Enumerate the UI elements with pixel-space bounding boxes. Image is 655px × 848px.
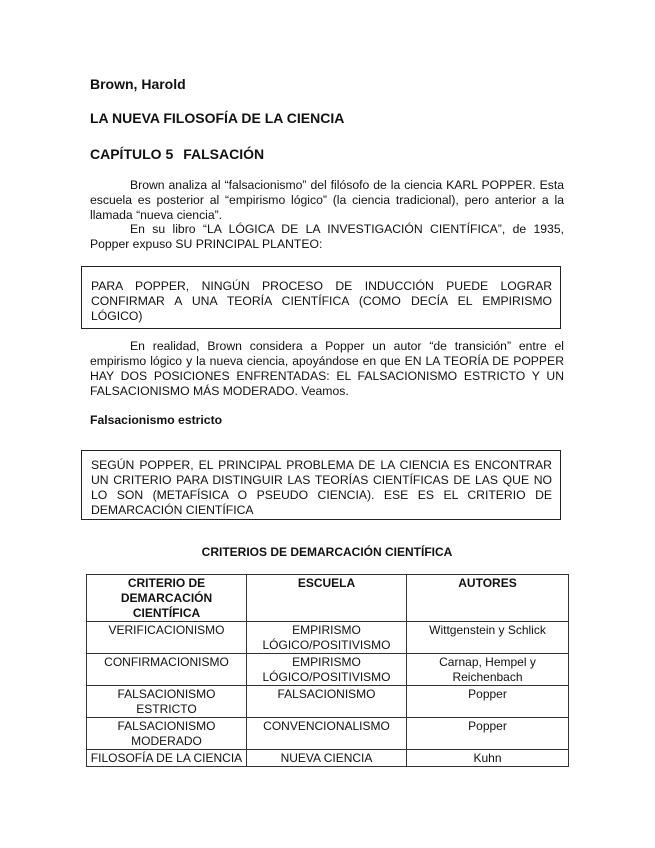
cell-escuela: CONVENCIONALISMO	[247, 718, 407, 750]
quote-box-demarcation: SEGÚN POPPER, EL PRINCIPAL PROBLEMA DE LA CIENCIA ES ENCONTRAR UN CRITERIO PARA DISTINGUIR LAS TEORÍAS CIENTÍFICAS DE LAS QUE NO LO SON (METAFÍSICA O PSEUDO CIENCIA). ESE ES EL CRITERIO DE DEMARCACIÓN CIENTÍFICA	[81, 450, 561, 520]
table-row	[87, 718, 569, 750]
cell-autores: Kuhn	[407, 750, 569, 767]
header-escuela: ESCUELA	[247, 575, 407, 622]
table-row	[87, 622, 569, 654]
cell-escuela: NUEVA CIENCIA	[247, 750, 407, 767]
chapter-title: FALSACIÓN	[183, 146, 265, 162]
table-row	[87, 750, 569, 767]
cell-autores: Popper	[407, 686, 569, 718]
paragraph-transition: En realidad, Brown considera a Popper un autor “de transición” entre el empirismo lógico y la nueva ciencia, apoyándose en que EN LA TEORÍA DE POPPER HAY DOS POSICIONES ENFRENTADAS: EL FALSACIONISMO ESTRICTO Y UN FALSACIONISMO MÁS MODERADO. Veamos.	[90, 339, 564, 398]
cell-autores: Popper	[407, 718, 569, 750]
cell-criterio: FALSACIONISMO MODERADO	[87, 718, 247, 750]
cell-autores: Carnap, Hempel y Reichenbach	[407, 654, 569, 686]
cell-criterio: FALSACIONISMO ESTRICTO	[87, 686, 247, 718]
cell-criterio: VERIFICACIONISMO	[87, 622, 247, 654]
chapter-number: CAPÍTULO 5	[90, 146, 174, 162]
table-header-row	[87, 575, 569, 622]
table-row	[87, 654, 569, 686]
criteria-table	[86, 574, 569, 767]
table-title: CRITERIOS DE DEMARCACIÓN CIENTÍFICA	[201, 545, 453, 559]
quote-box-induction: PARA POPPER, NINGÚN PROCESO DE INDUCCIÓN PUEDE LOGRAR CONFIRMAR A UNA TEORÍA CIENTÍFICA (COMO DECÍA EL EMPIRISMO LÓGICO)	[81, 266, 561, 329]
paragraph-book: En su libro “LA LÓGICA DE LA INVESTIGACIÓN CIENTÍFICA”, de 1935, Popper expuso SU PRINCIPAL PLANTEO:	[90, 222, 564, 251]
paragraph-intro: Brown analiza al “falsacionismo” del filósofo de la ciencia KARL POPPER. Esta escuela es posterior al “empirismo lógico” (la ciencia tradicional), pero anterior a la llamada “nueva ciencia”.	[90, 178, 564, 222]
author-name: Brown, Harold	[90, 76, 186, 92]
cell-criterio: CONFIRMACIONISMO	[87, 654, 247, 686]
table-row	[87, 686, 569, 718]
cell-escuela: EMPIRISMO LÓGICO/POSITIVISMO	[247, 654, 407, 686]
cell-autores: Wittgenstein y Schlick	[407, 622, 569, 654]
chapter-heading	[90, 146, 264, 162]
cell-criterio: FILOSOFÍA DE LA CIENCIA	[87, 750, 247, 767]
header-autores: AUTORES	[407, 575, 569, 622]
book-title: LA NUEVA FILOSOFÍA DE LA CIENCIA	[90, 110, 345, 126]
cell-escuela: EMPIRISMO LÓGICO/POSITIVISMO	[247, 622, 407, 654]
header-criterio: CRITERIO DE DEMARCACIÓN CIENTÍFICA	[87, 575, 247, 622]
cell-escuela: FALSACIONISMO	[247, 686, 407, 718]
subheading-strict: Falsacionismo estricto	[90, 413, 223, 427]
